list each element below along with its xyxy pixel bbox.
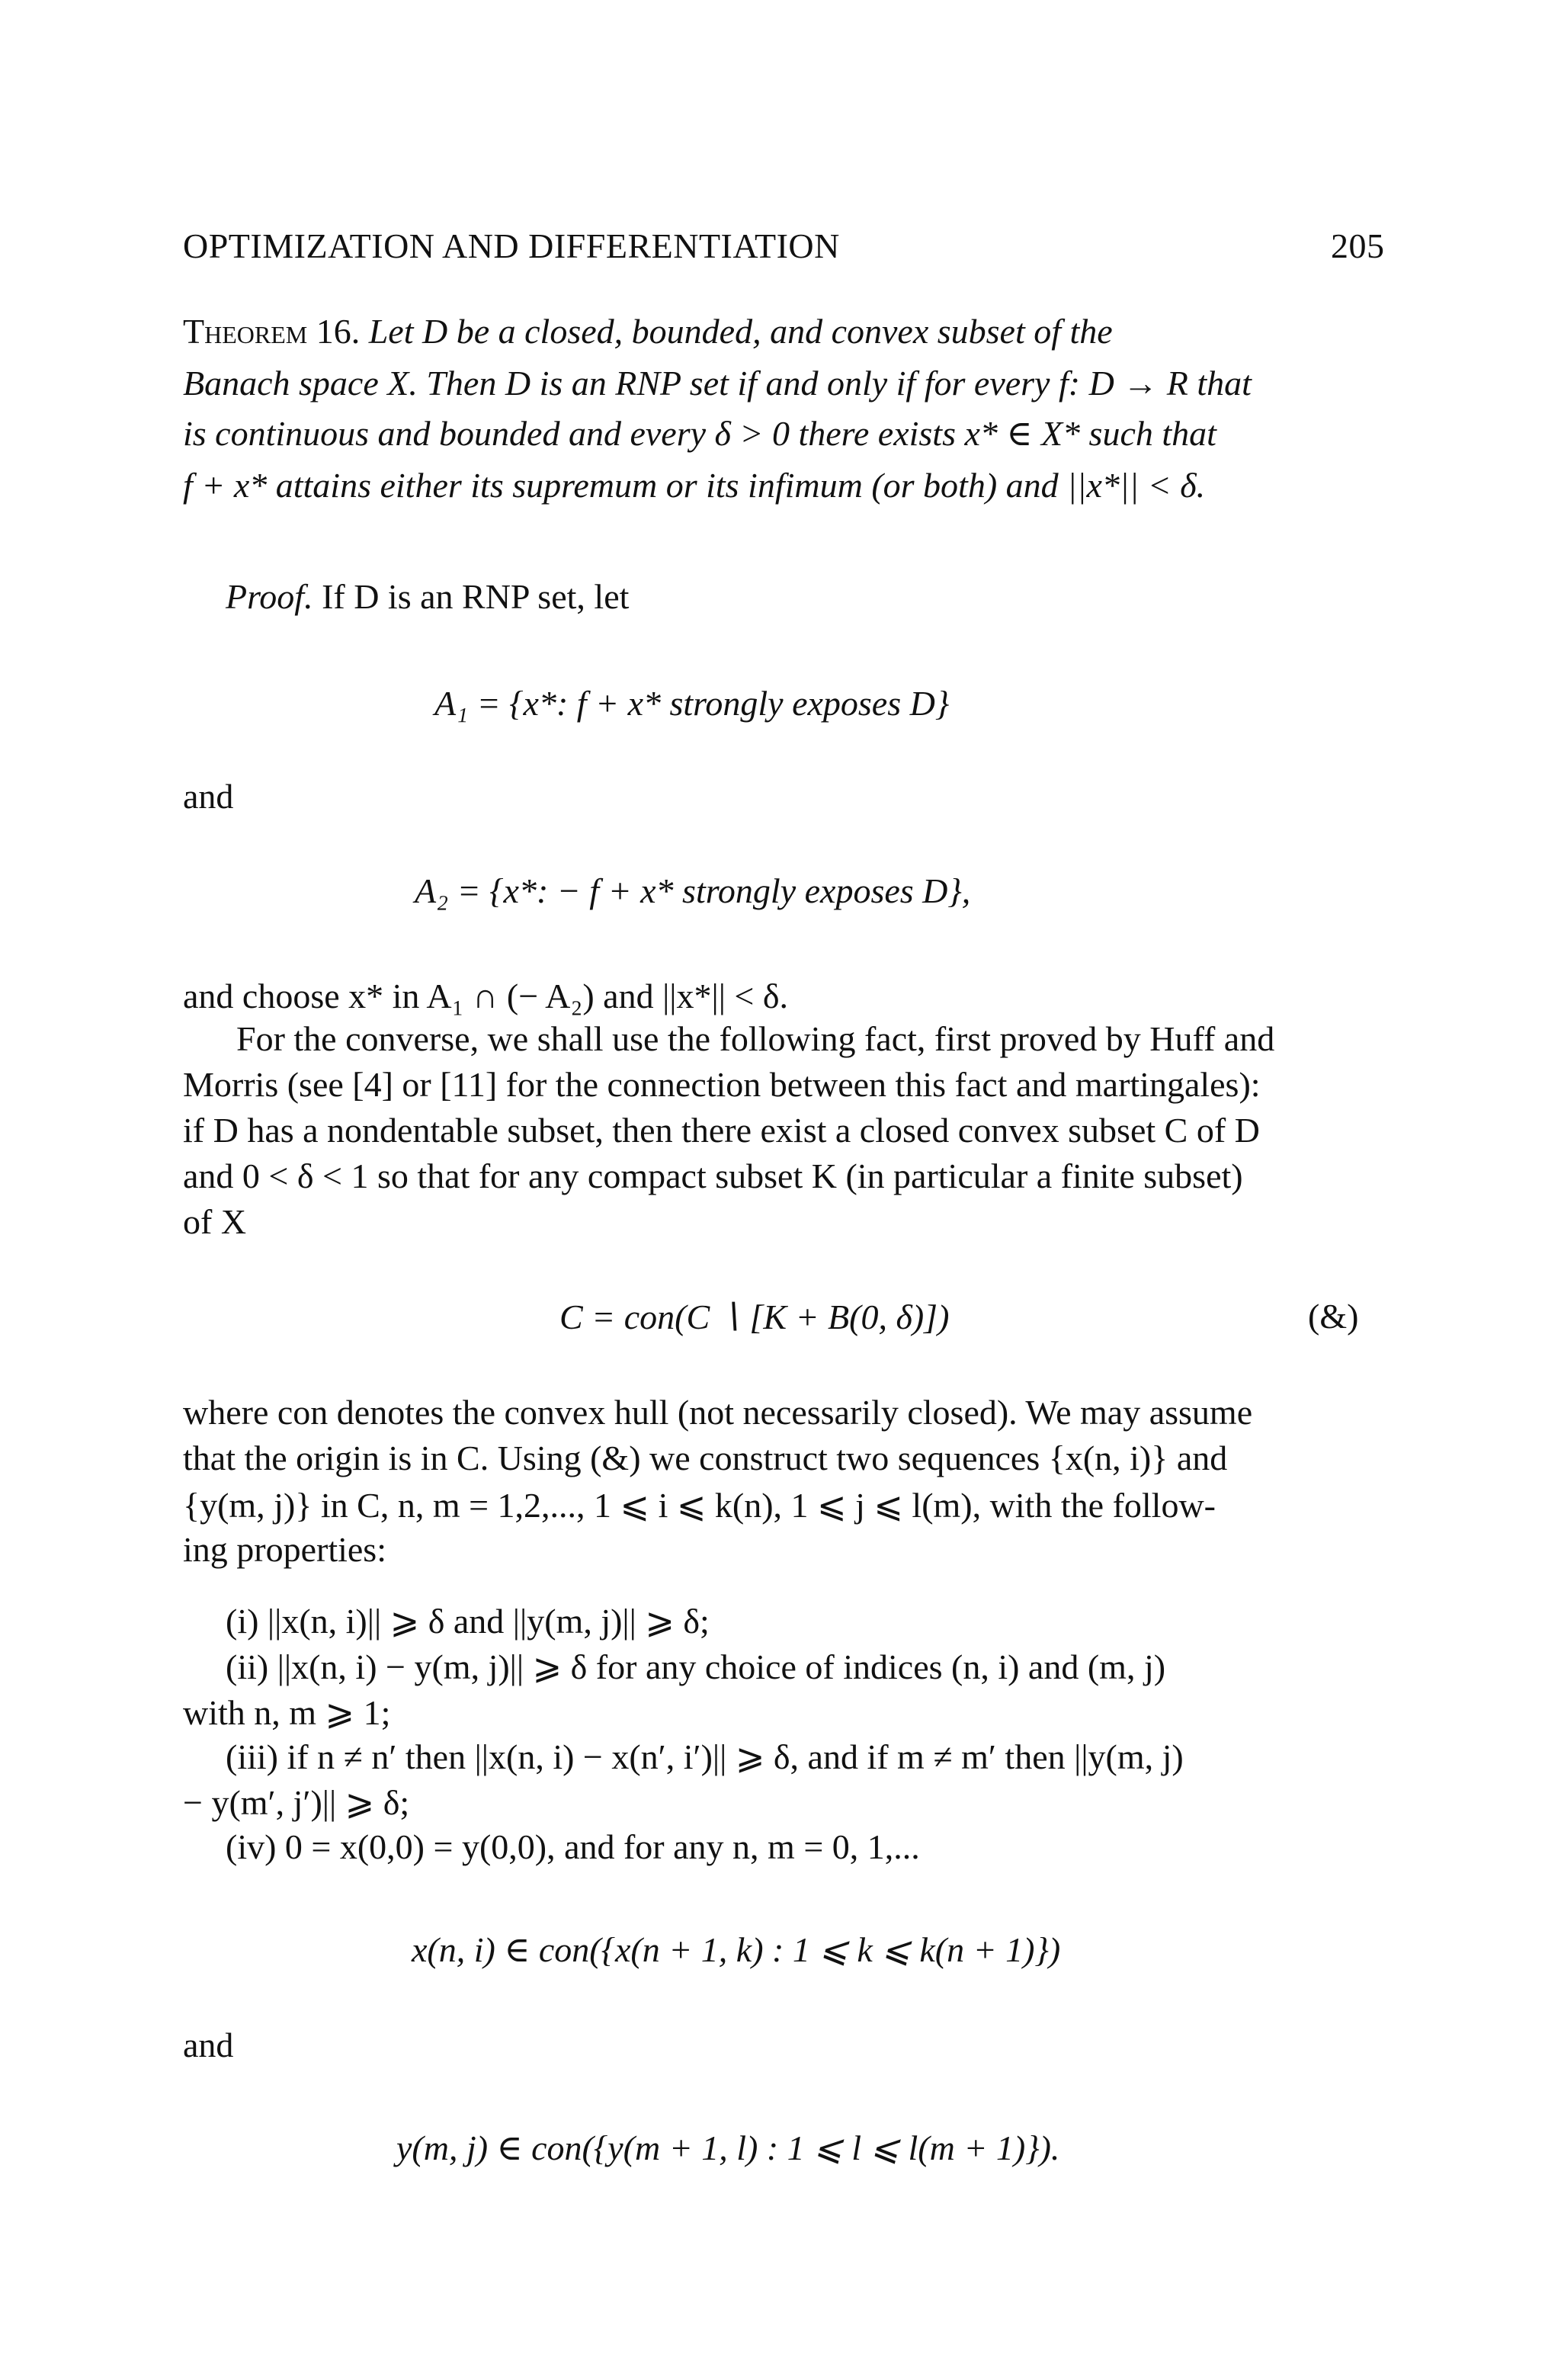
equation-c: C = con(C ∖ [K + B(0, δ)]): [559, 1297, 950, 1336]
choose-line: and choose x* in A₁ ∩ (− A₂) and ||x*|| < δ.: [183, 977, 789, 1015]
property-iv: (iv) 0 = x(0,0) = y(0,0), and for any n, m = 0, 1,...: [226, 1827, 920, 1866]
converse-line-5: of X: [183, 1202, 247, 1241]
equation-y: y(m, j) ∈ con({y(m + 1, l) : 1 ⩽ l ⩽ l(m + 1)}).: [396, 2128, 1060, 2167]
theorem-label: Theorem 16.: [183, 312, 361, 351]
property-ii-line-1: (ii) ||x(n, i) − y(m, j)|| ⩾ δ for any choice of indices (n, i) and (m, j): [226, 1647, 1166, 1686]
after-line-1: where con denotes the convex hull (not necessarily closed). We may assume: [183, 1393, 1253, 1432]
connector-and-2: and: [183, 2026, 234, 2064]
theorem-line-4: f + x* attains either its supremum or its infimum (or both) and ||x*|| < δ.: [183, 466, 1206, 505]
property-iii-line-2: − y(m′, j′)|| ⩾ δ;: [183, 1783, 410, 1822]
converse-line-1: For the converse, we shall use the following fact, first proved by Huff and: [236, 1019, 1275, 1058]
equation-a1: A₁ = {x*: f + x* strongly exposes D}: [434, 684, 950, 723]
equation-a2: A₂ = {x*: − f + x* strongly exposes D},: [415, 871, 971, 910]
theorem-text-1: Let D be a closed, bounded, and convex subset of the: [368, 312, 1113, 351]
proof-label: Proof.: [226, 577, 313, 616]
after-line-3: {y(m, j)} in C, n, m = 1,2,..., 1 ⩽ i ⩽ k(n), 1 ⩽ j ⩽ l(m), with the follow-: [183, 1486, 1216, 1525]
converse-line-2: Morris (see [4] or [11] for the connection between this fact and martingales):: [183, 1065, 1261, 1104]
proof-line: [226, 579, 629, 614]
theorem-line-2: Banach space X. Then D is an RNP set if and only if for every f: D → R that: [183, 364, 1252, 403]
theorem-line-3: is continuous and bounded and every δ > 0 there exists x* ∈ X* such that: [183, 414, 1216, 453]
property-ii-line-2: with n, m ⩾ 1;: [183, 1693, 391, 1732]
converse-line-4: and 0 < δ < 1 so that for any compact subset K (in particular a finite subset): [183, 1156, 1243, 1195]
property-iii-line-1: (iii) if n ≠ n′ then ||x(n, i) − x(n′, i′)|| ⩾ δ, and if m ≠ m′ then ||y(m, j): [226, 1737, 1184, 1776]
after-line-2: that the origin is in C. Using (&) we construct two sequences {x(n, i)} and: [183, 1439, 1228, 1477]
equation-x: x(n, i) ∈ con({x(n + 1, k) : 1 ⩽ k ⩽ k(n + 1)}): [412, 1930, 1061, 1969]
page-number: 205: [1331, 226, 1385, 265]
property-i: (i) ||x(n, i)|| ⩾ δ and ||y(m, j)|| ⩾ δ;: [226, 1602, 710, 1641]
converse-line-3: if D has a nondentable subset, then there exist a closed convex subset C of D: [183, 1111, 1260, 1150]
equation-tag: (&): [1308, 1297, 1359, 1336]
connector-and-1: and: [183, 777, 234, 816]
running-head: OPTIMIZATION AND DIFFERENTIATION: [183, 226, 840, 265]
proof-intro: If D is an RNP set, let: [322, 577, 630, 616]
theorem-line-1: [183, 314, 1381, 349]
after-line-4: ing properties:: [183, 1530, 386, 1569]
